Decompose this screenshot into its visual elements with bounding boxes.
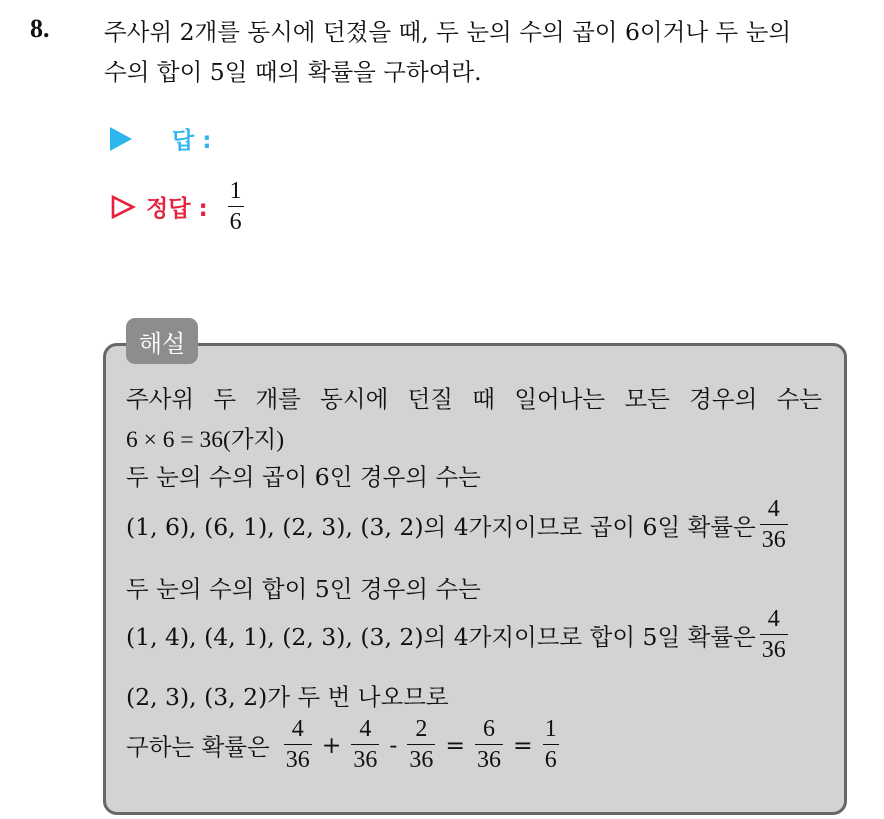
fraction-term-2 bbox=[351, 716, 379, 773]
fraction-numerator: 1 bbox=[229, 178, 242, 204]
correct-answer-row bbox=[110, 178, 248, 235]
fraction-numerator: 6 bbox=[483, 716, 496, 742]
fraction-numerator: 2 bbox=[415, 716, 428, 742]
fraction-denominator: 6 bbox=[228, 206, 244, 235]
solution-line-3: 두 눈의 수의 곱이 6인 경우의 수는 bbox=[126, 463, 481, 491]
outline-triangle-icon bbox=[110, 194, 136, 220]
fraction-denominator: 6 bbox=[543, 744, 559, 773]
fraction-numerator: 4 bbox=[291, 716, 304, 742]
question-number: 8. bbox=[30, 14, 50, 43]
solution-line-8-text: 구하는 확률은 bbox=[126, 732, 270, 761]
question-line-2: 수의 합이 5일 때의 확률을 구하여라. bbox=[104, 58, 482, 86]
answer-row bbox=[110, 122, 211, 155]
fraction-denominator: 36 bbox=[407, 744, 435, 773]
answer-label: 답 : bbox=[172, 128, 212, 154]
fraction-term-3 bbox=[407, 716, 435, 773]
fraction-numerator: 4 bbox=[767, 606, 780, 632]
play-triangle-icon bbox=[110, 127, 132, 151]
equals-operator: = bbox=[445, 730, 466, 759]
solution-line-7: (2, 3), (3, 2)가 두 번 나오므로 bbox=[126, 683, 449, 711]
probability-fraction-sum bbox=[760, 606, 788, 663]
solution-line-5: 두 눈의 수의 합이 5인 경우의 수는 bbox=[126, 575, 481, 603]
fraction-denominator: 36 bbox=[284, 744, 312, 773]
solution-line-2: 6 × 6 = 36(가지) bbox=[126, 427, 285, 453]
equals-operator: = bbox=[513, 730, 533, 759]
plus-operator: + bbox=[321, 730, 342, 759]
fraction-denominator: 36 bbox=[475, 744, 503, 773]
solution-line-6 bbox=[126, 606, 792, 663]
solution-line-4 bbox=[126, 496, 792, 553]
fraction-denominator: 36 bbox=[760, 524, 788, 553]
question-text bbox=[104, 12, 874, 92]
fraction-numerator: 4 bbox=[767, 496, 780, 522]
solution-line-6-text: (1, 4), (4, 1), (2, 3), (3, 2)의 4가지이므로 합이 5일 확률은 bbox=[126, 622, 756, 651]
fraction-denominator: 36 bbox=[760, 634, 788, 663]
solution-tag: 해설 bbox=[126, 318, 198, 364]
fraction-term-1 bbox=[284, 716, 312, 773]
fraction-numerator: 4 bbox=[359, 716, 372, 742]
question-line-1: 주사위 2개를 동시에 던졌을 때, 두 눈의 수의 곱이 6이거나 두 눈의 bbox=[104, 18, 792, 46]
solution-line-1: 주사위 두 개를 동시에 던질 때 일어나는 모든 경우의 수는 bbox=[126, 385, 822, 413]
minus-operator: - bbox=[389, 730, 398, 759]
solution-line-8 bbox=[126, 716, 563, 773]
solution-line-4-text: (1, 6), (6, 1), (2, 3), (3, 2)의 4가지이므로 곱이 6일 확률은 bbox=[126, 512, 756, 541]
correct-answer-label: 정답 : bbox=[146, 196, 208, 222]
fraction-term-4 bbox=[475, 716, 503, 773]
probability-fraction-product bbox=[760, 496, 788, 553]
fraction-result bbox=[543, 716, 559, 773]
correct-answer-fraction bbox=[228, 178, 244, 235]
fraction-numerator: 1 bbox=[544, 716, 557, 742]
fraction-denominator: 36 bbox=[351, 744, 379, 773]
